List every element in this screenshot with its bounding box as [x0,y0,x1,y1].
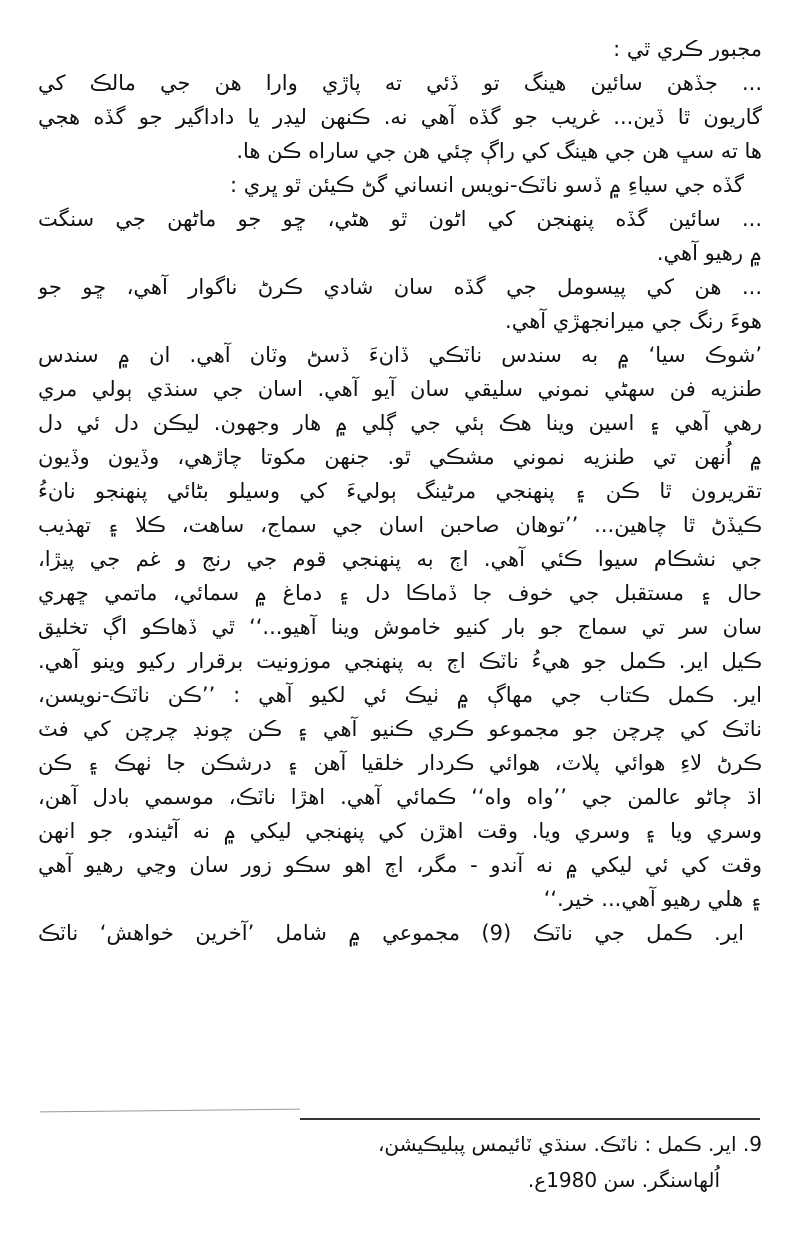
text-line: گاريون ٿا ڏين... غريب جو گڏه آهي نه. ڪنهن ليڊر يا داداگير جو گڏه هجي [38,105,762,129]
text-line: اڌ ڄاڻو عالمن جي ’’واه واه‘‘ ڪمائي آهي. اهڙا ناٽڪ، موسمي بادل آهن، [38,785,762,809]
text-line: اير. ڪمل ڪتاب جي مهاڳ ۾ ٺيڪ ئي لکيو آهي : ’’ڪن ناٽڪ-نويسن، [38,683,762,707]
text-line: ... جڏهن سائين هينگ تو ڏئي ته پاڙي وارا هن جي مالڪ کي [38,71,762,95]
text-line: هوءَ رنگ جي ميرانجهڙي آهي. [505,309,762,333]
text-line: ۾ رهيو آهي. [656,241,762,265]
text-line: جي نشڪام سيوا ڪئي آهي. اڄ به پنهنجي قوم جي رنج و غم جي پيڙا، [38,547,762,571]
text-line: ... هن کي پيسومل جي گڏه سان شادي ڪرڻ ناگوار آهي، ڇو جو [38,275,762,299]
text-line: سان سر تي سماج جو بار کنيو خاموش وينا آهيو...‘‘ ٿي ڏهاڪو اڳ تخليق [38,615,762,639]
text-line: مجبور ڪري ٿي : [613,37,762,61]
text-line: حال ۽ مستقبل جي خوف جا ڏماڪا دل ۽ دماغ ۾ سمائي، ماتمي ڇهري [38,581,762,605]
text-line: اير. ڪمل جي ناٽڪ (9) مجموعي ۾ شامل ’آخرين خواهش‘ ناٽڪ [38,921,744,945]
text-line: ’شوڪ سيا‘ ۾ به سندس ناٽڪي ڏانءَ ڏسڻ وٽان آهي. ان ۾ سندس [38,343,762,367]
body-text [38,32,762,950]
text-line: ناٽڪ کي چرچن جو مجموعو ڪري ڪنيو آهي ۽ ڪن چونڊ چرچن کي فٽ [38,717,762,741]
text-line: ڪيڏڻ ٿا چاهين... ’’توهان صاحبن اسان جي سماج، ساهت، ڪلا ۽ تهذيب [38,513,762,537]
text-line: طنزيه فن سهڻي نموني سليقي سان آيو آهي. اسان جي سنڌي ٻولي مري [38,377,762,401]
text-line: ... سائين گڏه پنهنجن کي اڻون ٿو هڻي، ڇو جو ماڻهن جي سنگت [38,207,762,231]
text-line: وقت کي ئي ليکي ۾ نه آندو - مگر، اڄ اهو سڪو زور سان وڃي رهيو آهي [38,853,762,877]
text-line: ڪرڻ لاءِ هوائي پلاٽ، هوائي ڪردار خلقيا آهن ۽ درشڪن جا ٺهڪ ۽ ڪن [38,751,762,775]
text-line: تقريرون ٿا ڪن ۽ پنهنجي مرڻينگ ٻوليءَ کي وسيلو بڻائي پنهنجو نانءُ [38,479,762,503]
footnote-line: 9. اير. ڪمل : ناٽڪ. سنڌي ٽائيمس پبليڪيشن، [377,1132,762,1156]
text-line: رهي آهي ۽ اسين وينا هڪ ٻئي جي ڳلي ۾ هار وجهون. ليڪن دل ئي دل [38,411,762,435]
footnote-divider [300,1118,760,1120]
text-line: گڏه جي سياءِ ۾ ڏسو ناٽڪ-نويس انساني گڻ ڪيئن ٿو ڀري : [229,173,744,197]
text-line: وسري ويا ۽ وسري ويا. وقت اهڙن کي پنهنجي ليکي ۾ نه آڻيندو، جو انهن [38,819,762,843]
text-line: ڪيل اير. ڪمل جو هيءُ ناٽڪ اڄ به پنهنجي موزونيت برقرار رکيو وينو آهي. [38,649,762,673]
text-line: ها ته سڀ هن جي هينگ کي راڳ چئي هن جي ساراه ڪن ها. [236,139,762,163]
text-line: ۽ هلي رهيو آهي... خير.‘‘ [543,887,762,911]
footnotes [38,1126,762,1198]
text-line: ۾ اُنهن تي طنزيه نموني مشڪي ٿو. جنهن مکوتا چاڙهي، وڏيون وڏيون [38,445,762,469]
footnote-line: اُلهاسنگر. سن 1980ع. [527,1168,720,1192]
